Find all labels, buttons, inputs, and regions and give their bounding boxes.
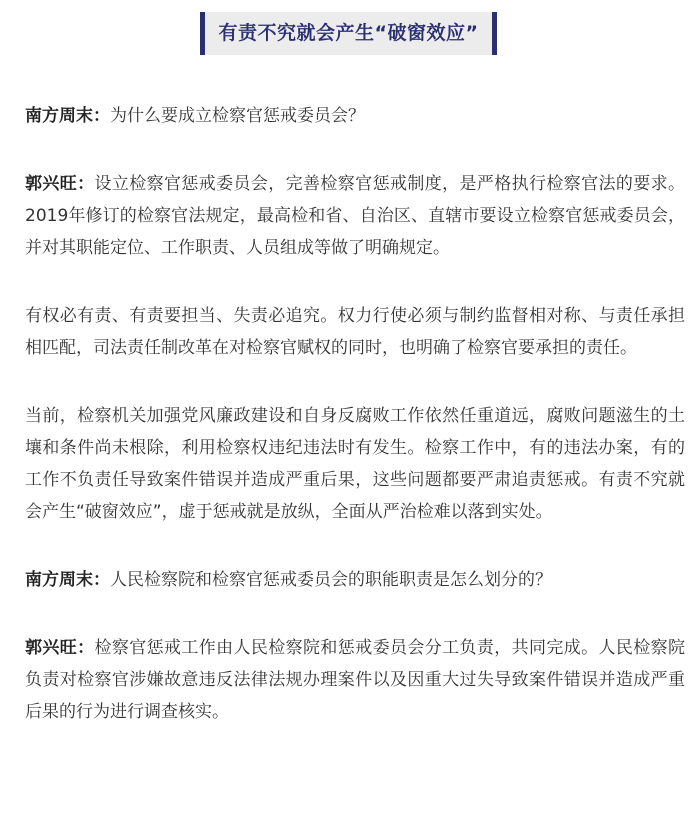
paragraph-answer-1 (25, 168, 685, 264)
paragraph-answer-1-cont-2 (25, 400, 685, 528)
paragraph-question-2 (25, 564, 685, 596)
speaker-label: 郭兴旺： (25, 174, 95, 194)
section-headline: 有责不究就会产生“破窗效应” (200, 12, 498, 55)
article-body (25, 100, 685, 764)
paragraph-text: 为什么要成立检察官惩戒委员会？ (110, 106, 365, 126)
paragraph-text: 人民检察院和检察官惩戒委员会的职能职责是怎么划分的？ (110, 570, 552, 590)
paragraph-text: 设立检察官惩戒委员会，完善检察官惩戒制度，是严格执行检察官法的要求。2019年修订的检察官法规定，最高检和省、自治区、直辖市要设立检察官惩戒委员会，并对其职能定位、工作职责、人员组成等做了明确规定。 (25, 174, 686, 258)
paragraph-text: 当前，检察机关加强党风廉政建设和自身反腐败工作依然任重道远，腐败问题滋生的土壤和条件尚未根除，利用检察权违纪违法时有发生。检察工作中，有的违法办案，有的工作不负责任导致案件错误并造成严重后果，这些问题都要严肃追责惩戒。有责不究就会产生“破窗效应”，虚于惩戒就是放纵，全面从严治检难以落到实处。 (25, 406, 685, 522)
paragraph-answer-2 (25, 632, 685, 728)
paragraph-text: 检察官惩戒工作由人民检察院和惩戒委员会分工负责，共同完成。人民检察院负责对检察官涉嫌故意违反法律法规办理案件以及因重大过失导致案件错误并造成严重后果的行为进行调查核实。 (25, 638, 686, 722)
headline-container (0, 12, 697, 55)
speaker-label: 郭兴旺： (25, 638, 95, 658)
speaker-label: 南方周末： (25, 570, 110, 590)
paragraph-question-1 (25, 100, 685, 132)
paragraph-text: 有权必有责、有责要担当、失责必追究。权力行使必须与制约监督相对称、与责任承担相匹配，司法责任制改革在对检察官赋权的同时，也明确了检察官要承担的责任。 (25, 306, 685, 358)
speaker-label: 南方周末： (25, 106, 110, 126)
paragraph-answer-1-cont (25, 300, 685, 364)
